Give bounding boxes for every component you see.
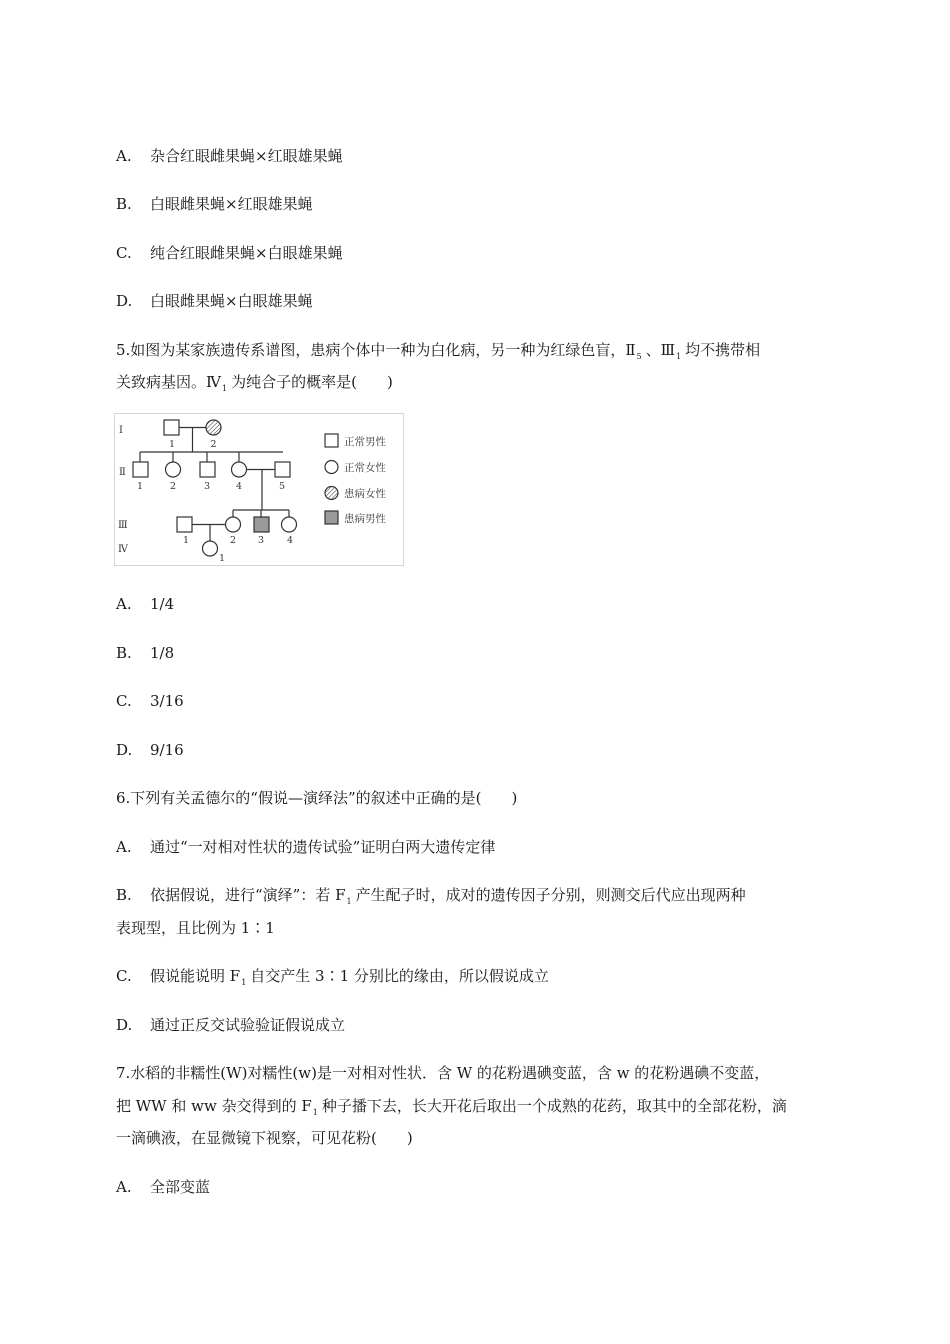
q5-option-b bbox=[116, 643, 174, 663]
gen1-male-1 bbox=[164, 420, 179, 435]
option-text: 3/16 bbox=[150, 692, 184, 710]
pedigree-figure bbox=[114, 413, 404, 566]
gen2-male-5 bbox=[275, 462, 290, 477]
gen1-number: 2 bbox=[210, 439, 217, 450]
gen2-male-3 bbox=[200, 462, 215, 477]
q7-stem-line1: 7.水稻的非糯性(W)对糯性(w)是一对相对性状．含 W 的花粉遇碘变蓝，含 w 的花粉遇碘不变蓝， bbox=[116, 1064, 770, 1082]
q5-stem-text: 、Ⅲ bbox=[645, 341, 676, 359]
option-text: 全部变蓝 bbox=[150, 1178, 211, 1196]
pedigree-chart bbox=[115, 414, 403, 565]
option-letter: C. bbox=[116, 692, 132, 710]
gen2-female-4 bbox=[232, 462, 247, 477]
gen3-female-4 bbox=[282, 517, 297, 532]
subscript: 1 bbox=[346, 897, 352, 906]
option-letter: B. bbox=[116, 644, 132, 662]
option-text: 白眼雌果蝇×白眼雄果蝇 bbox=[150, 292, 313, 310]
gen3-number: 4 bbox=[286, 535, 294, 546]
gen3-male-1 bbox=[177, 517, 192, 532]
option-text: 通过“一对相对性状的遗传试验”证明白两大遗传定律 bbox=[150, 838, 496, 856]
q5-option-a bbox=[116, 594, 174, 614]
q6-option-b bbox=[116, 885, 746, 912]
option-letter: D. bbox=[116, 741, 133, 759]
q6-option-b-continued: 表现型，且比例为 1∶1 bbox=[116, 919, 275, 937]
gen2-female-2 bbox=[166, 462, 181, 477]
gen-label-3: Ⅲ bbox=[118, 520, 128, 531]
q6-option-d bbox=[116, 1015, 345, 1035]
gen2-male-1 bbox=[133, 462, 148, 477]
option-letter: B. bbox=[116, 195, 132, 213]
q5-stem-line1 bbox=[116, 340, 760, 367]
option-text: 1/4 bbox=[150, 595, 175, 613]
q7-stem-line3: 一滴碘液，在显微镜下视察，可见花粉( ) bbox=[116, 1129, 413, 1147]
q7-stem-line2 bbox=[116, 1096, 787, 1123]
option-letter: A. bbox=[116, 1178, 132, 1196]
q5-option-d bbox=[116, 740, 184, 760]
q6-option-c bbox=[116, 966, 549, 993]
gen2-number: 1 bbox=[136, 481, 144, 492]
option-text: 通过正反交试验验证假说成立 bbox=[150, 1016, 346, 1034]
option-letter: C. bbox=[116, 244, 132, 262]
option-letter: A. bbox=[116, 838, 132, 856]
option-text: 依据假说，进行“演绎”：若 F bbox=[150, 886, 346, 904]
q7-stem-text: 种子播下去，长大开花后取出一个成熟的花药，取其中的全部花粉，滴 bbox=[321, 1097, 787, 1115]
gen3-number: 1 bbox=[182, 535, 190, 546]
q4-option-b bbox=[116, 194, 313, 214]
legend-label: 正常女性 bbox=[344, 462, 386, 474]
q6-option-a bbox=[116, 837, 495, 857]
q5-option-c bbox=[116, 691, 184, 711]
legend-label: 正常男性 bbox=[344, 436, 386, 448]
legend-affected-female-icon bbox=[325, 487, 338, 500]
option-text: 9/16 bbox=[150, 741, 184, 759]
q5-stem-line2 bbox=[116, 372, 393, 399]
legend-label: 患病女性 bbox=[344, 488, 386, 500]
q7-option-a bbox=[116, 1177, 210, 1197]
legend-normal-female-icon bbox=[325, 461, 338, 474]
gen-label-1: Ⅰ bbox=[119, 425, 123, 436]
gen2-number: 2 bbox=[169, 481, 177, 492]
gen3-number: 2 bbox=[229, 535, 237, 546]
legend-affected-male-icon bbox=[325, 511, 338, 524]
subscript: 5 bbox=[636, 352, 642, 361]
subscript: 1 bbox=[241, 978, 247, 987]
option-text: 假说能说明 F bbox=[150, 967, 241, 985]
legend-normal-male-icon bbox=[325, 434, 338, 447]
gen1-number: 1 bbox=[168, 439, 176, 450]
gen2-number: 4 bbox=[235, 481, 243, 492]
q4-option-c bbox=[116, 243, 343, 263]
gen-label-2: Ⅱ bbox=[119, 467, 126, 478]
option-letter: B. bbox=[116, 886, 132, 904]
q5-stem-text: 为纯合子的概率是( ) bbox=[231, 373, 393, 391]
q5-stem-text: 关致病基因。Ⅳ bbox=[116, 373, 221, 391]
q5-stem-text: 均不携带相 bbox=[685, 341, 761, 359]
option-text: 1/8 bbox=[150, 644, 175, 662]
gen2-number: 5 bbox=[278, 481, 286, 492]
option-text: 纯合红眼雌果蝇×白眼雄果蝇 bbox=[150, 244, 343, 262]
gen3-affected-male-3 bbox=[254, 517, 269, 532]
option-letter: C. bbox=[116, 967, 132, 985]
subscript: 1 bbox=[676, 352, 682, 361]
option-text: 自交产生 3∶1 分别比的缘由，所以假说成立 bbox=[250, 967, 549, 985]
q4-option-a bbox=[116, 146, 343, 166]
option-text: 产生配子时，成对的遗传因子分别，则测交后代应出现两种 bbox=[355, 886, 746, 904]
gen4-number: 1 bbox=[218, 553, 226, 564]
gen3-female-2 bbox=[226, 517, 241, 532]
gen3-number: 3 bbox=[257, 535, 265, 546]
gen2-number: 3 bbox=[203, 481, 211, 492]
legend-label: 患病男性 bbox=[344, 513, 386, 525]
subscript: 1 bbox=[312, 1108, 318, 1117]
option-text: 杂合红眼雌果蝇×红眼雄果蝇 bbox=[150, 147, 343, 165]
gen4-female-1 bbox=[203, 541, 218, 556]
subscript: 1 bbox=[222, 384, 228, 393]
option-text: 白眼雌果蝇×红眼雄果蝇 bbox=[150, 195, 313, 213]
option-letter: D. bbox=[116, 292, 133, 310]
q4-option-d bbox=[116, 291, 313, 311]
option-letter: A. bbox=[116, 595, 132, 613]
gen1-affected-female-2 bbox=[206, 420, 221, 435]
q7-stem-text: 把 WW 和 ww 杂交得到的 F bbox=[116, 1097, 312, 1115]
option-letter: A. bbox=[116, 147, 132, 165]
q5-stem-text: 5.如图为某家族遗传系谱图，患病个体中一种为白化病，另一种为红绿色盲，Ⅱ bbox=[116, 341, 636, 359]
q6-stem: 6.下列有关孟德尔的“假说—演绎法”的叙述中正确的是( ) bbox=[116, 789, 518, 807]
gen-label-4: Ⅳ bbox=[118, 544, 128, 555]
option-letter: D. bbox=[116, 1016, 133, 1034]
